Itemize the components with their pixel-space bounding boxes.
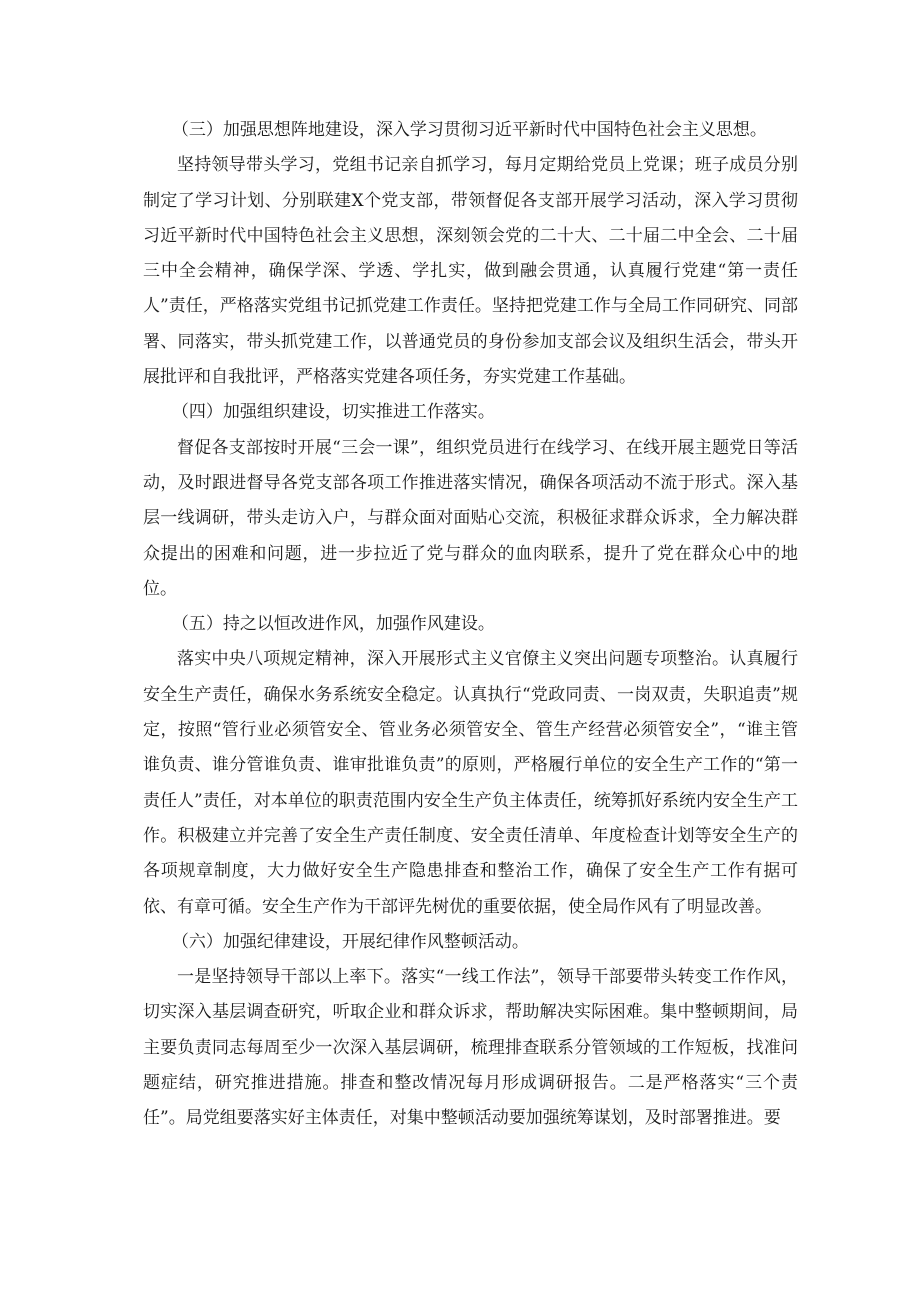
- document-body: [143, 113, 798, 1137]
- paragraph-work-style: 落实中央八项规定精神，深入开展形式主义官僚主义突出问题专项整治。认真履行安全生产责任，确保水务系统安全稳定。认真执行“党政同责、一岗双责，失职追责”规定，按照“管行业必须管安全、管业务必须管安全、管生产经营必须管安全”，“谁主管谁负责、谁分管谁负责、谁审批谁负责”的原则，严格履行单位的安全生产工作的“第一责任人”责任，对本单位的职责范围内安全生产负主体责任，统筹抓好系统内安全生产工作。积极建立并完善了安全生产责任制度、安全责任清单、年度检查计划等安全生产的各项规章制度，大力做好安全生产隐患排查和整治工作，确保了安全生产工作有据可依、有章可循。安全生产作为干部评先树优的重要依据，使全局作风有了明显改善。: [143, 649, 798, 917]
- paragraph-study: 坚持领导带头学习，党组书记亲自抓学习，每月定期给党员上党课；班子成员分别制定了学习计划、分别联建X个党支部，带领督促各支部开展学习活动，深入学习贯彻习近平新时代中国特色社会主义思想，深刻领会党的二十大、二十届二中全会、二十届三中全会精神，确保学深、学透、学扎实，做到融会贯通，认真履行党建“第一责任人”责任，严格落实党组书记抓党建工作责任。坚持把党建工作与全局工作同研究、同部署、同落实，带头抓党建工作，以普通党员的身份参加支部会议及组织生活会，带头开展批评和自我批评，严格落实党建各项任务，夯实党建工作基础。: [143, 155, 798, 388]
- section-heading-3: （三）加强思想阵地建设，深入学习贯彻习近平新时代中国特色社会主义思想。: [171, 120, 767, 140]
- paragraph-organization: 督促各支部按时开展“三会一课”，组织党员进行在线学习、在线开展主题党日等活动，及时跟进督导各党支部各项工作推进落实情况，确保各项活动不流于形式。深入基层一线调研，带头走访入户，与群众面对面贴心交流，积极征求群众诉求，全力解决群众提出的困难和问题，进一步拉近了党与群众的血肉联系，提升了党在群众心中的地位。: [143, 437, 798, 599]
- section-heading-4: （四）加强组织建设，切实推进工作落实。: [171, 402, 495, 423]
- paragraph-discipline: 一是坚持领导干部以上率下。落实“一线工作法”，领导干部要带头转变工作作风，切实深入基层调查研究，听取企业和群众诉求，帮助解决实际困难。集中整顿期间，局主要负责同志每周至少一次深入基层调研，梳理排查联系分管领域的工作短板，找准问题症结，研究推进措施。排查和整改情况每月形成调研报告。二是严格落实“三个责任”。局党组要落实好主体责任，对集中整顿活动要加强统筹谋划，及时部署推进。要: [143, 967, 798, 1129]
- section-heading-5: （五）持之以恒改进作风，加强作风建设。: [171, 614, 495, 635]
- section-heading-6: （六）加强纪律建设，开展纪律作风整顿活动。: [171, 931, 529, 952]
